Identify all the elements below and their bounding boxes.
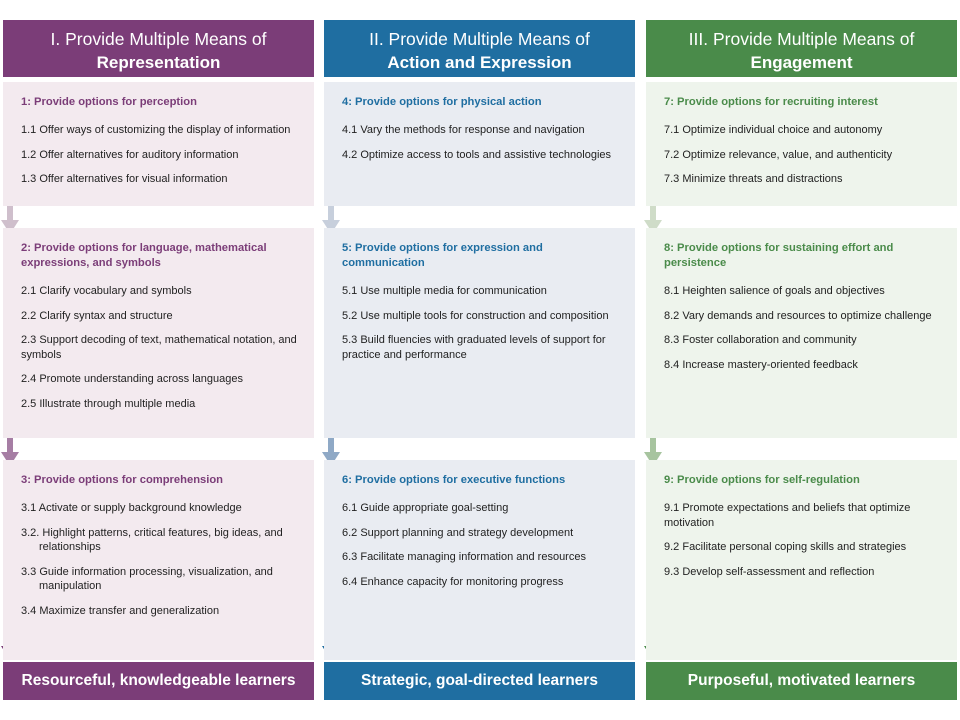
checkpoint-item: 5.2 Use multiple tools for construction and composition — [342, 309, 609, 322]
guideline-title: 4: Provide options for physical action — [342, 96, 542, 108]
guideline-title: 3: Provide options for comprehension — [21, 474, 224, 486]
guideline-title: 6: Provide options for executive functions — [342, 474, 566, 486]
checkpoint-item: 8.4 Increase mastery-oriented feedback — [664, 358, 858, 371]
checkpoint-item: 4.1 Vary the methods for response and navigation — [342, 124, 585, 136]
checkpoint-item: 4.2 Optimize access to tools and assistive technologies — [342, 148, 612, 161]
learner-outcome-footer: Strategic, goal-directed learners — [324, 662, 635, 700]
guideline-panel-3 — [3, 460, 314, 660]
header-line2: Representation — [96, 53, 221, 72]
checkpoint-item: 2.3 Support decoding of text, mathematical notation, and symbols — [21, 334, 297, 361]
guideline-title: 1: Provide options for perception — [21, 96, 197, 108]
column-representation — [3, 20, 314, 703]
checkpoint-item: 5.1 Use multiple media for communication — [342, 285, 547, 297]
column-action-expression — [324, 20, 635, 703]
guideline-panel-2 — [3, 228, 314, 438]
checkpoint-item: 8.1 Heighten salience of goals and objectives — [664, 285, 885, 297]
checkpoint-item: 2.1 Clarify vocabulary and symbols — [21, 285, 192, 297]
checkpoint-item: 1.3 Offer alternatives for visual information — [21, 173, 228, 185]
checkpoint-item: 7.2 Optimize relevance, value, and authenticity — [664, 148, 893, 161]
learner-outcome-footer: Resourceful, knowledgeable learners — [3, 662, 314, 700]
guideline-panel-9 — [646, 460, 957, 660]
column-header-action-expression — [324, 20, 635, 77]
checkpoint-item: 1.1 Offer ways of customizing the display of information — [21, 124, 291, 136]
header-line2: Engagement — [750, 53, 853, 72]
guideline-title: 9: Provide options for self-regulation — [664, 474, 860, 486]
checkpoint-item: 3.4 Maximize transfer and generalization — [21, 604, 220, 617]
checkpoint-item: 2.4 Promote understanding across languages — [21, 373, 243, 385]
checkpoint-item: 6.2 Support planning and strategy development — [342, 526, 574, 539]
checkpoint-item: 7.1 Optimize individual choice and autonomy — [664, 124, 883, 136]
checkpoint-item: 5.3 Build fluencies with graduated levels of support for practice and performance — [342, 334, 606, 361]
column-header-engagement — [646, 20, 957, 77]
checkpoint-item: 3.1 Activate or supply background knowledge — [21, 502, 242, 514]
guideline-panel-5 — [324, 228, 635, 438]
learner-outcome-footer: Purposeful, motivated learners — [646, 662, 957, 700]
guideline-panel-1 — [3, 82, 314, 206]
column-engagement — [646, 20, 957, 703]
checkpoint-item: 7.3 Minimize threats and distractions — [664, 173, 843, 185]
checkpoint-item: 9.1 Promote expectations and beliefs that optimize motivation — [664, 502, 911, 529]
header-line2: Action and Expression — [387, 53, 572, 72]
checkpoint-item: 3.3 Guide information processing, visualization, and manipulation — [21, 565, 273, 592]
column-header-representation — [3, 20, 314, 77]
checkpoint-item: 1.2 Offer alternatives for auditory information — [21, 148, 239, 161]
guideline-panel-8 — [646, 228, 957, 438]
guideline-title: 7: Provide options for recruiting interest — [664, 96, 878, 108]
header-line1: I. Provide Multiple Means of — [50, 29, 267, 49]
checkpoint-item: 9.3 Develop self-assessment and reflection — [664, 565, 875, 578]
checkpoint-item: 3.2. Highlight patterns, critical features, big ideas, and relationships — [21, 526, 283, 553]
checkpoint-item: 2.2 Clarify syntax and structure — [21, 309, 173, 322]
checkpoint-item: 8.3 Foster collaboration and community — [664, 334, 857, 346]
checkpoint-item: 9.2 Facilitate personal coping skills and strategies — [664, 541, 907, 553]
checkpoint-item: 6.1 Guide appropriate goal-setting — [342, 502, 509, 514]
checkpoint-item: 2.5 Illustrate through multiple media — [21, 397, 196, 410]
guideline-title: 5: Provide options for expression and communication — [342, 242, 543, 269]
guideline-panel-4 — [324, 82, 635, 206]
guideline-title: 2: Provide options for language, mathematical expressions, and symbols — [21, 242, 267, 269]
checkpoint-item: 8.2 Vary demands and resources to optimize challenge — [664, 309, 932, 322]
guideline-panel-7 — [646, 82, 957, 206]
checkpoint-item: 6.3 Facilitate managing information and resources — [342, 551, 586, 563]
guideline-title: 8: Provide options for sustaining effort and persistence — [664, 242, 894, 269]
header-line1: III. Provide Multiple Means of — [688, 29, 915, 49]
checkpoint-item: 6.4 Enhance capacity for monitoring progress — [342, 575, 564, 588]
guideline-panel-6 — [324, 460, 635, 660]
header-line1: II. Provide Multiple Means of — [369, 29, 590, 49]
